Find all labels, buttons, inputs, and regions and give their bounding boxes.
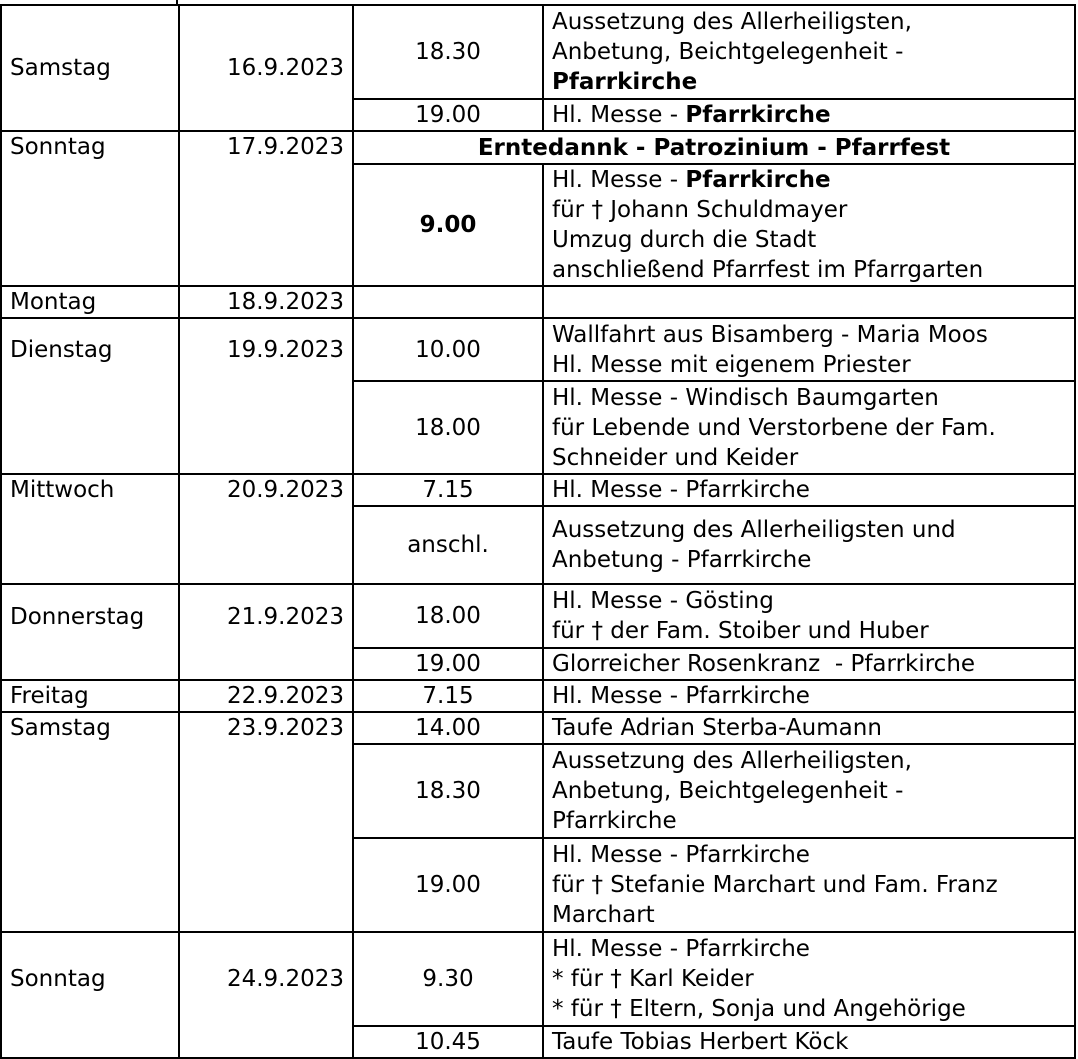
time-cell: 9.30 xyxy=(353,932,543,1026)
event-line: Hl. Messe - Gösting xyxy=(552,588,774,614)
day-cell: Mittwoch xyxy=(1,474,179,584)
date-cell: 22.9.2023 xyxy=(179,680,353,712)
event-cell: Glorreicher Rosenkranz - Pfarrkirche xyxy=(543,648,1075,680)
time-cell: 10.45 xyxy=(353,1026,543,1058)
event-line: für † Johann Schuldmayer xyxy=(552,197,848,223)
table-row xyxy=(1,286,1075,318)
event-line: für † der Fam. Stoiber und Huber xyxy=(552,618,929,644)
date-cell: 16.9.2023 xyxy=(179,5,353,131)
date-cell: 24.9.2023 xyxy=(179,932,353,1058)
date-cell: 20.9.2023 xyxy=(179,474,353,584)
event-line: Pfarrkirche xyxy=(552,808,677,834)
date-cell: 19.9.2023 xyxy=(179,318,353,474)
date-cell: 17.9.2023 xyxy=(179,131,353,286)
event-line: Hl. Messe - Pfarrkirche xyxy=(552,936,810,962)
table-row xyxy=(1,131,1075,164)
event-line: * für † Karl Keider xyxy=(552,966,754,992)
time-cell: 14.00 xyxy=(353,712,543,744)
event-line: Anbetung, Beichtgelegenheit - xyxy=(552,39,904,65)
event-line: für † Stefanie Marchart und Fam. Franz xyxy=(552,872,998,898)
event-cell xyxy=(543,164,1075,286)
table-row xyxy=(1,318,1075,381)
time-cell: 7.15 xyxy=(353,680,543,712)
day-cell: Montag xyxy=(1,286,179,318)
time-cell: anschl. xyxy=(353,506,543,584)
date-cell: 23.9.2023 xyxy=(179,712,353,932)
time-cell: 7.15 xyxy=(353,474,543,506)
table-row xyxy=(1,474,1075,506)
day-cell: Sonntag xyxy=(1,131,179,286)
table-row xyxy=(1,712,1075,744)
event-cell xyxy=(543,506,1075,584)
time-cell: 19.00 xyxy=(353,838,543,932)
event-line: Anbetung, Beichtgelegenheit - xyxy=(552,778,904,804)
event-line: Wallfahrt aus Bisamberg - Maria Moos xyxy=(552,321,988,348)
event-cell xyxy=(543,744,1075,838)
event-line: Aussetzung des Allerheiligsten, xyxy=(552,748,912,774)
day-cell: Samstag xyxy=(1,5,179,131)
event-line: Schneider und Keider xyxy=(552,444,799,471)
time-bold: 9.00 xyxy=(419,212,477,238)
day-cell: Donnerstag xyxy=(1,584,179,680)
event-cell: Hl. Messe - Pfarrkirche xyxy=(543,680,1075,712)
feast-day-banner: Erntedannk - Patrozinium - Pfarrfest xyxy=(353,131,1075,164)
event-cell xyxy=(543,381,1075,474)
date-cell: 18.9.2023 xyxy=(179,286,353,318)
event-location-bold: Pfarrkirche xyxy=(552,69,698,95)
parish-schedule-table xyxy=(0,4,1076,1059)
time-cell: 19.00 xyxy=(353,648,543,680)
event-line: * für † Eltern, Sonja und Angehörige xyxy=(552,996,966,1022)
table-row xyxy=(1,584,1075,648)
event-line: Umzug durch die Stadt xyxy=(552,227,817,253)
event-line: Aussetzung des Allerheiligsten und xyxy=(552,517,956,543)
date-cell: 21.9.2023 xyxy=(179,584,353,680)
day-cell: Dienstag xyxy=(1,318,179,474)
time-cell: 18.30 xyxy=(353,744,543,838)
day-cell: Sonntag xyxy=(1,932,179,1058)
event-cell xyxy=(543,932,1075,1026)
table-row xyxy=(1,932,1075,1026)
event-line: Hl. Messe - Windisch Baumgarten xyxy=(552,384,939,411)
table-row xyxy=(1,680,1075,712)
event-line: für Lebende und Verstorbene der Fam. xyxy=(552,414,996,441)
event-text: Hl. Messe - xyxy=(552,102,686,128)
day-cell: Samstag xyxy=(1,712,179,932)
time-cell: 18.00 xyxy=(353,381,543,474)
event-cell xyxy=(543,584,1075,648)
day-cell: Freitag xyxy=(1,680,179,712)
event-cell xyxy=(543,318,1075,381)
event-cell xyxy=(543,5,1075,99)
event-line: Hl. Messe mit eigenem Priester xyxy=(552,351,911,378)
event-line: Hl. Messe - Pfarrkirche xyxy=(552,842,810,868)
parish-schedule-document xyxy=(0,4,1074,1055)
time-cell: 18.30 xyxy=(353,5,543,99)
time-cell xyxy=(353,164,543,286)
time-cell: 10.00 xyxy=(353,318,543,381)
time-cell: 19.00 xyxy=(353,99,543,131)
event-location-bold: Pfarrkirche xyxy=(685,102,831,128)
event-cell xyxy=(543,99,1075,131)
time-cell: 18.00 xyxy=(353,584,543,648)
event-text: Hl. Messe - xyxy=(552,167,686,193)
event-location-bold: Pfarrkirche xyxy=(685,167,831,193)
event-cell: Hl. Messe - Pfarrkirche xyxy=(543,474,1075,506)
event-cell: Taufe Adrian Sterba-Aumann xyxy=(543,712,1075,744)
event-line: Anbetung - Pfarrkirche xyxy=(552,547,812,573)
table-row xyxy=(1,5,1075,99)
event-line: Aussetzung des Allerheiligsten, xyxy=(552,9,912,35)
time-cell xyxy=(353,286,543,318)
event-cell: Taufe Tobias Herbert Köck xyxy=(543,1026,1075,1058)
event-cell xyxy=(543,286,1075,318)
event-line: Marchart xyxy=(552,902,655,928)
event-cell xyxy=(543,838,1075,932)
event-line: anschließend Pfarrfest im Pfarrgarten xyxy=(552,257,984,283)
